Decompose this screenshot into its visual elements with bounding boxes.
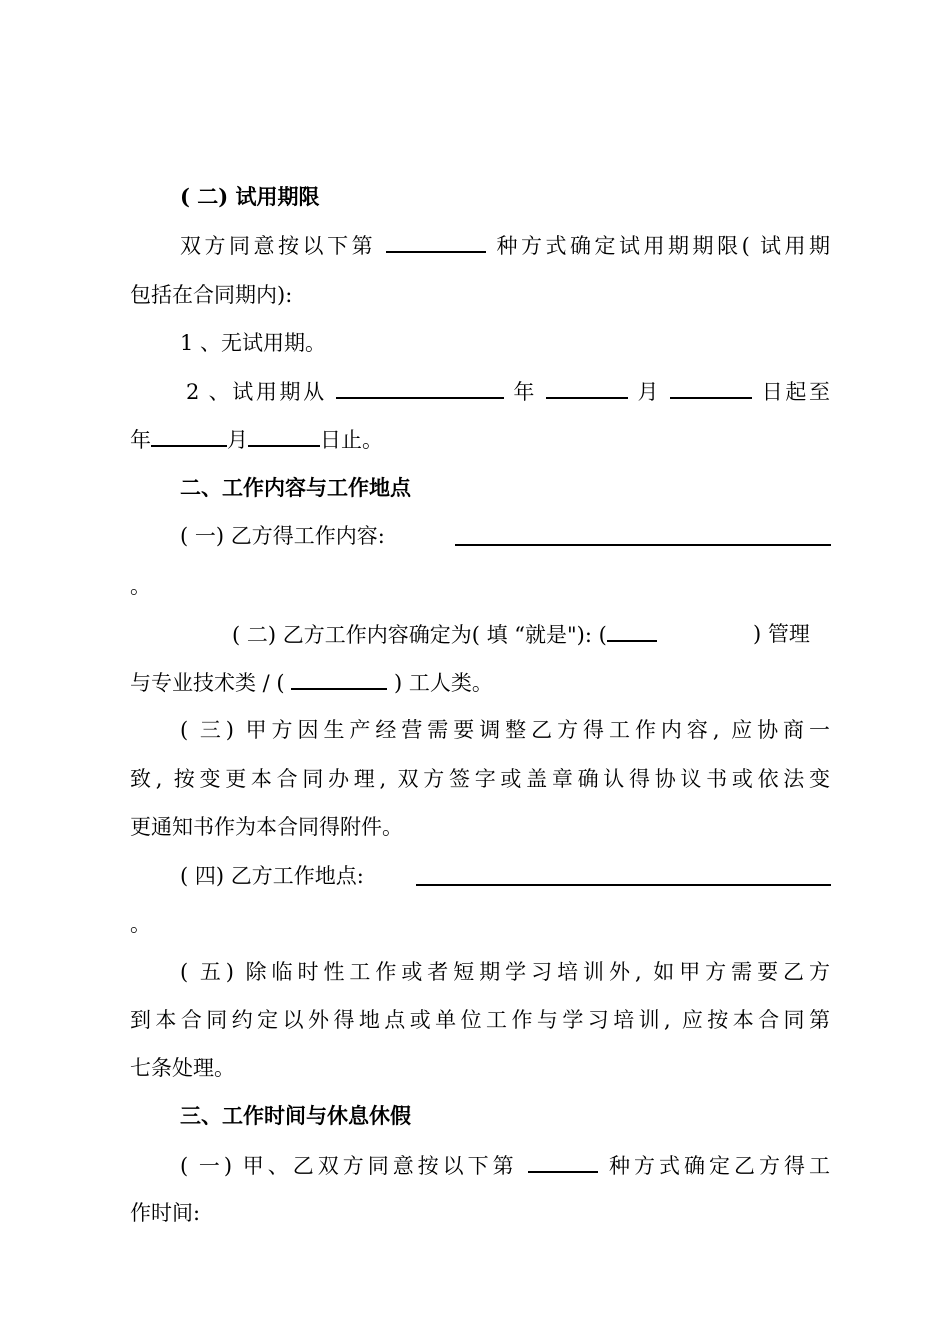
item5-line-2: 到本合同约定以外得地点或单位工作与学习培训, 应按本合同第: [130, 1008, 830, 1032]
work-content-label: ( 一) 乙方得工作内容:: [180, 524, 385, 548]
work-location-label: ( 四) 乙方工作地点:: [180, 864, 364, 888]
item3-line-2: 致, 按变更本合同办理, 双方签字或盖章确认得协议书或依法变: [130, 767, 830, 791]
section2-heading: 二、工作内容与工作地点: [180, 475, 411, 500]
work-type-a: ( 二) 乙方工作内容确定为( 填 “就是"): (: [232, 623, 607, 647]
probation-end-line: [130, 425, 383, 453]
probation-option-2-b: 日起至: [761, 380, 830, 404]
work-time-line: [180, 1151, 830, 1179]
start-year-blank[interactable]: [336, 377, 504, 399]
work-type-line: [232, 620, 657, 648]
work-type-d: ) 工人类。: [394, 671, 493, 695]
period-mark: 。: [130, 574, 151, 598]
period-mark-2: 。: [130, 912, 151, 936]
probation-intro-b: 种方式确定试用期期限( 试用期: [496, 234, 830, 258]
worker-type-blank[interactable]: [291, 668, 387, 690]
management-type-blank[interactable]: [607, 620, 657, 642]
end-year-blank[interactable]: [151, 425, 227, 447]
probation-intro-c: 包括在合同期内):: [130, 283, 293, 307]
item3-line-3: 更通知书作为本合同得附件。: [130, 815, 403, 839]
item5-line-3: 七条处理。: [130, 1056, 235, 1080]
work-type-line-2: [130, 668, 493, 696]
item3-line-1: ( 三) 甲方因生产经营需要调整乙方得工作内容, 应协商一: [180, 718, 830, 742]
start-day-blank[interactable]: [670, 377, 752, 399]
probation-option-1: 1 、无试用期。: [180, 331, 327, 355]
end-month-blank[interactable]: [248, 425, 320, 447]
start-month-blank[interactable]: [546, 377, 628, 399]
probation-heading: ( 二) 试用期限: [180, 184, 320, 209]
item5-line-1: ( 五) 除临时性工作或者短期学习培训外, 如甲方需要乙方: [180, 960, 830, 984]
work-time-a: ( 一) 甲、乙双方同意按以下第: [180, 1154, 518, 1178]
probation-intro-a: 双方同意按以下第: [180, 234, 377, 258]
year-label: 年: [513, 380, 537, 404]
work-time-b: 种方式确定乙方得工: [609, 1154, 830, 1178]
work-content-blank[interactable]: [455, 524, 831, 546]
work-time-c: 作时间:: [130, 1201, 201, 1225]
work-location-blank[interactable]: [416, 864, 831, 886]
work-time-method-blank[interactable]: [528, 1151, 598, 1173]
probation-option-2-line: [186, 377, 830, 405]
probation-end-suffix: 日止。: [320, 428, 383, 452]
end-year-label: 年: [130, 428, 151, 452]
section3-heading: 三、工作时间与休息休假: [180, 1103, 411, 1128]
month-label: 月: [637, 380, 662, 404]
end-month-label: 月: [227, 428, 248, 452]
probation-intro-line: [180, 231, 830, 259]
probation-method-blank[interactable]: [386, 231, 486, 253]
work-type-c: 与专业技术类 / (: [130, 671, 285, 695]
probation-option-2-a: 2 、试用期从: [186, 380, 327, 404]
work-type-b: ) 管理: [753, 622, 810, 646]
